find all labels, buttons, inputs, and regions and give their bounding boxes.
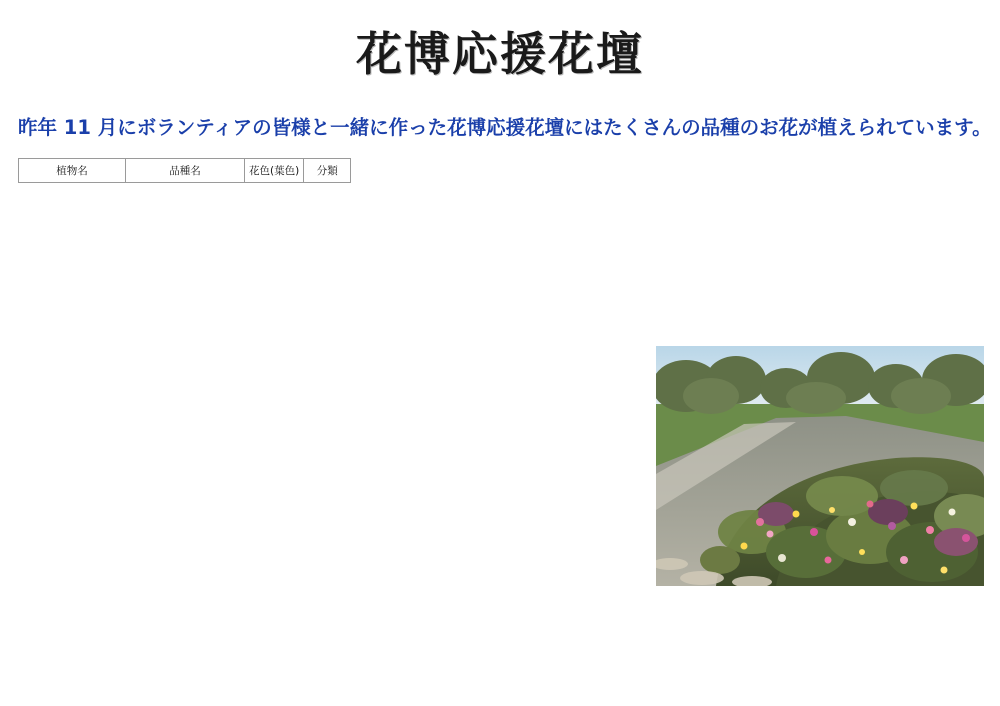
table-left-head xyxy=(19,159,351,183)
flowerbed-photo xyxy=(656,346,984,586)
page-title: 花博応援花壇 xyxy=(356,27,644,81)
plant-table-left xyxy=(18,158,351,183)
table-row xyxy=(19,159,351,183)
flowerbed-photo-illustration xyxy=(656,346,984,586)
page-subtitle: 昨年 11 月にボランティアの皆様と一緒に作った花博応援花壇にはたくさんの品種のお花が植えられています。 xyxy=(18,116,992,139)
col-header-variety-name: 品種名 xyxy=(126,159,245,183)
col-header-category: 分類 xyxy=(304,159,351,183)
col-header-plant-name: 植物名 xyxy=(19,159,126,183)
col-header-flower-color: 花色(葉色) xyxy=(245,159,304,183)
